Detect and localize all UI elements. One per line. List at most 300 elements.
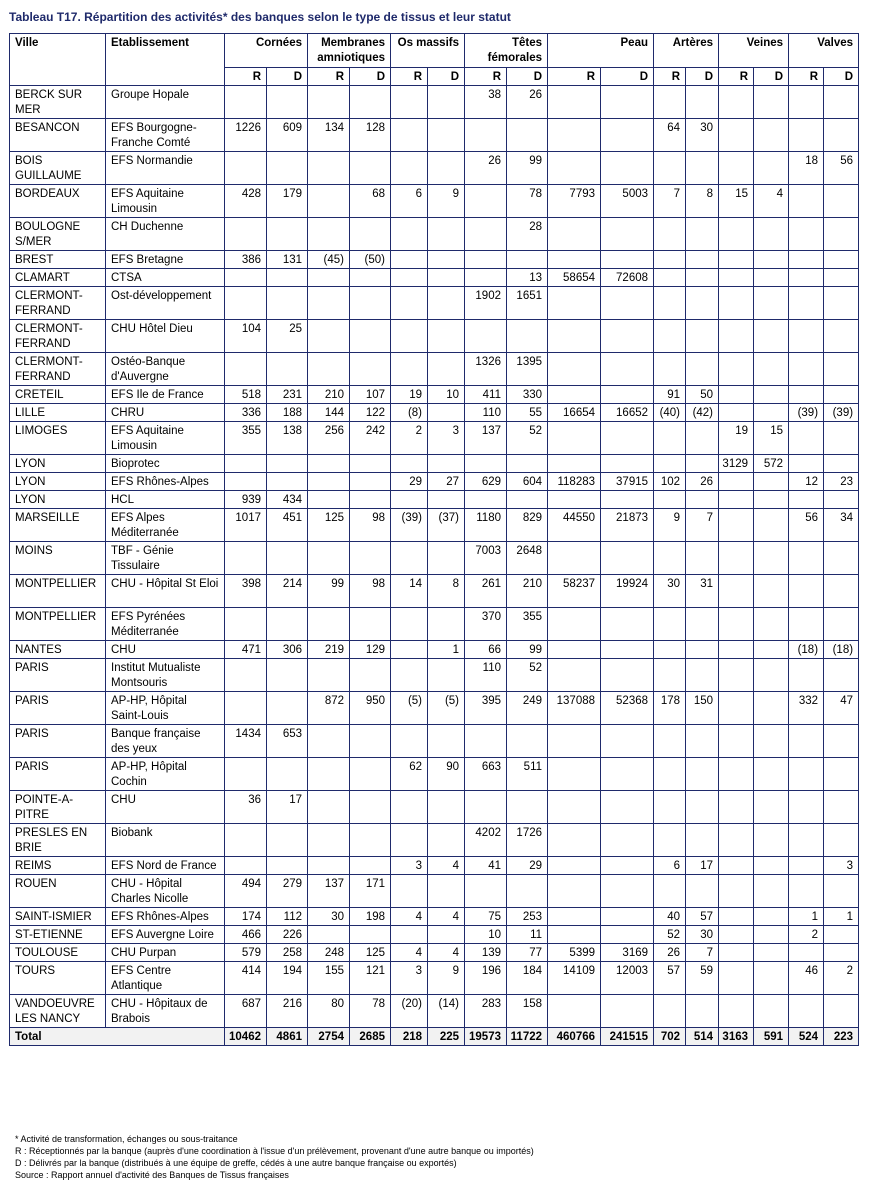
cell-value	[719, 119, 754, 152]
cell-etablissement: EFS Normandie	[106, 152, 225, 185]
cell-value: 283	[465, 995, 507, 1028]
cell-value: 572	[754, 455, 789, 473]
table-row	[10, 962, 859, 995]
cell-value	[824, 251, 859, 269]
cell-value	[391, 791, 428, 824]
cell-value	[686, 287, 719, 320]
cell-value	[548, 353, 601, 386]
cell-value: 12	[789, 473, 824, 491]
cell-value: 15	[719, 185, 754, 218]
table-row	[10, 404, 859, 422]
cell-value	[465, 725, 507, 758]
cell-value	[824, 758, 859, 791]
cell-value	[824, 995, 859, 1028]
cell-value: 17	[267, 791, 308, 824]
cell-value: 7793	[548, 185, 601, 218]
cell-value: 26	[465, 152, 507, 185]
cell-value: 72608	[601, 269, 654, 287]
cell-value	[719, 908, 754, 926]
cell-value	[824, 185, 859, 218]
footnote-r-definition: R : Réceptionnés par la banque (auprès d'une coordination à l'issue d'un prélèvement, provenant d'une autre banque ou importés)	[15, 1146, 534, 1156]
cell-value: 210	[308, 386, 350, 404]
cell-value: 579	[225, 944, 267, 962]
total-value: 2754	[308, 1028, 350, 1046]
cell-value	[350, 287, 391, 320]
cell-value	[719, 491, 754, 509]
cell-value	[601, 758, 654, 791]
cell-value: 386	[225, 251, 267, 269]
cell-value: 174	[225, 908, 267, 926]
cell-value	[719, 926, 754, 944]
column-group-veines: Veines	[719, 34, 789, 68]
table-row	[10, 86, 859, 119]
cell-value: 6	[654, 857, 686, 875]
cell-value	[789, 455, 824, 473]
cell-value	[465, 269, 507, 287]
cell-value: 12003	[601, 962, 654, 995]
total-label: Total	[10, 1028, 225, 1046]
cell-value: 75	[465, 908, 507, 926]
cell-etablissement: CHU - Hôpital St Eloi	[106, 575, 225, 608]
cell-value	[824, 86, 859, 119]
cell-value	[391, 119, 428, 152]
cell-value	[789, 185, 824, 218]
cell-value	[719, 692, 754, 725]
cell-value: 129	[350, 641, 391, 659]
cell-value	[350, 926, 391, 944]
cell-ville: BERCK SUR MER	[10, 86, 106, 119]
cell-value: 137	[465, 422, 507, 455]
cell-value	[824, 725, 859, 758]
footnote-activity: * Activité de transformation, échanges ou sous-traitance	[15, 1134, 238, 1144]
cell-value	[654, 758, 686, 791]
cell-value: 518	[225, 386, 267, 404]
cell-ville: REIMS	[10, 857, 106, 875]
cell-value	[507, 725, 548, 758]
cell-value	[789, 995, 824, 1028]
cell-value	[225, 353, 267, 386]
cell-value	[719, 758, 754, 791]
cell-value	[267, 542, 308, 575]
cell-value	[391, 641, 428, 659]
cell-value	[719, 857, 754, 875]
table-row	[10, 218, 859, 251]
cell-value: 37915	[601, 473, 654, 491]
cell-value	[789, 218, 824, 251]
cell-value	[719, 791, 754, 824]
cell-value: 13	[507, 269, 548, 287]
subcolumn-header-r: R	[465, 68, 507, 86]
cell-value	[654, 269, 686, 287]
cell-value	[225, 86, 267, 119]
cell-value: 36	[225, 791, 267, 824]
cell-value	[686, 218, 719, 251]
cell-value	[350, 218, 391, 251]
cell-value	[654, 995, 686, 1028]
cell-value: 511	[507, 758, 548, 791]
subcolumn-header-d: D	[601, 68, 654, 86]
cell-value	[548, 824, 601, 857]
cell-value: 663	[465, 758, 507, 791]
subcolumn-header-d: D	[824, 68, 859, 86]
cell-etablissement: EFS Aquitaine Limousin	[106, 422, 225, 455]
cell-value: 428	[225, 185, 267, 218]
cell-value	[548, 659, 601, 692]
cell-value: 15	[754, 422, 789, 455]
cell-value: 66	[465, 641, 507, 659]
cell-value	[754, 692, 789, 725]
cell-value: 52	[507, 422, 548, 455]
cell-value: 58654	[548, 269, 601, 287]
cell-value: 121	[350, 962, 391, 995]
cell-value: 99	[507, 641, 548, 659]
table-title: Tableau T17. Répartition des activités* des banques selon le type de tissus et leur statut	[9, 10, 511, 24]
cell-value	[719, 944, 754, 962]
cell-value	[225, 857, 267, 875]
cell-value: 25	[267, 320, 308, 353]
cell-value	[308, 758, 350, 791]
cell-value	[754, 404, 789, 422]
subcolumn-header-r: R	[789, 68, 824, 86]
cell-value	[686, 542, 719, 575]
table-row	[10, 287, 859, 320]
cell-value: 9	[428, 185, 465, 218]
subcolumn-header-d: D	[754, 68, 789, 86]
cell-value	[789, 575, 824, 608]
cell-value: 17	[686, 857, 719, 875]
cell-ville: BORDEAUX	[10, 185, 106, 218]
cell-value	[548, 875, 601, 908]
cell-value: 306	[267, 641, 308, 659]
cell-value	[350, 791, 391, 824]
cell-value	[225, 455, 267, 473]
cell-value	[428, 269, 465, 287]
cell-value	[391, 875, 428, 908]
cell-value	[428, 119, 465, 152]
cell-value: (14)	[428, 995, 465, 1028]
cell-ville: BESANCON	[10, 119, 106, 152]
cell-value	[308, 659, 350, 692]
cell-value: 184	[507, 962, 548, 995]
cell-value	[824, 119, 859, 152]
table-row	[10, 473, 859, 491]
cell-value	[507, 119, 548, 152]
cell-value	[391, 491, 428, 509]
cell-value	[308, 353, 350, 386]
cell-value	[789, 386, 824, 404]
cell-value	[308, 608, 350, 641]
cell-value: 47	[824, 692, 859, 725]
cell-value: 150	[686, 692, 719, 725]
cell-value	[789, 875, 824, 908]
cell-ville: POINTE-A-PITRE	[10, 791, 106, 824]
cell-etablissement: Ost-développement	[106, 287, 225, 320]
cell-value: 99	[507, 152, 548, 185]
cell-value: 90	[428, 758, 465, 791]
table-row	[10, 908, 859, 926]
cell-value	[686, 251, 719, 269]
cell-value	[719, 320, 754, 353]
cell-value: 4	[391, 944, 428, 962]
cell-value: 2648	[507, 542, 548, 575]
cell-value: 91	[654, 386, 686, 404]
cell-value	[654, 875, 686, 908]
cell-value	[391, 287, 428, 320]
footnotes	[15, 1133, 534, 1181]
cell-value	[350, 608, 391, 641]
cell-value: 1226	[225, 119, 267, 152]
cell-value	[754, 509, 789, 542]
cell-value	[719, 608, 754, 641]
cell-value	[754, 119, 789, 152]
cell-value: 125	[350, 944, 391, 962]
cell-value	[824, 659, 859, 692]
cell-value: 188	[267, 404, 308, 422]
cell-value	[428, 287, 465, 320]
cell-value	[686, 320, 719, 353]
cell-value	[391, 218, 428, 251]
cell-ville: PRESLES EN BRIE	[10, 824, 106, 857]
cell-value: 110	[465, 404, 507, 422]
cell-value	[465, 251, 507, 269]
table-row	[10, 386, 859, 404]
cell-value: 64	[654, 119, 686, 152]
cell-value: 4	[428, 857, 465, 875]
cell-value: 471	[225, 641, 267, 659]
cell-value: 872	[308, 692, 350, 725]
cell-value: 178	[654, 692, 686, 725]
cell-value	[824, 353, 859, 386]
cell-value	[391, 86, 428, 119]
cell-value	[308, 185, 350, 218]
cell-value	[719, 353, 754, 386]
cell-value	[350, 455, 391, 473]
cell-value: 451	[267, 509, 308, 542]
cell-value: 231	[267, 386, 308, 404]
cell-value	[391, 824, 428, 857]
cell-value	[428, 152, 465, 185]
cell-value	[754, 791, 789, 824]
total-value: 4861	[267, 1028, 308, 1046]
cell-value	[824, 824, 859, 857]
cell-value	[308, 926, 350, 944]
cell-value	[686, 422, 719, 455]
cell-value	[824, 491, 859, 509]
cell-value	[391, 251, 428, 269]
table-row	[10, 542, 859, 575]
cell-value: 7003	[465, 542, 507, 575]
cell-value	[308, 287, 350, 320]
cell-value	[225, 758, 267, 791]
cell-value	[428, 404, 465, 422]
cell-value	[719, 962, 754, 995]
cell-value	[789, 119, 824, 152]
cell-value	[548, 908, 601, 926]
cell-value: 30	[308, 908, 350, 926]
cell-value: 7	[686, 509, 719, 542]
cell-value	[308, 152, 350, 185]
cell-value	[754, 353, 789, 386]
cell-value	[686, 641, 719, 659]
cell-ville: CLERMONT-FERRAND	[10, 320, 106, 353]
cell-value	[754, 995, 789, 1028]
cell-value: 829	[507, 509, 548, 542]
cell-ville: LILLE	[10, 404, 106, 422]
cell-value: 23	[824, 473, 859, 491]
cell-value: 1	[789, 908, 824, 926]
cell-value	[601, 152, 654, 185]
cell-value: 80	[308, 995, 350, 1028]
cell-value	[754, 824, 789, 857]
cell-value: (39)	[824, 404, 859, 422]
cell-value	[654, 641, 686, 659]
cell-value	[754, 386, 789, 404]
cell-value	[308, 473, 350, 491]
cell-value: 26	[507, 86, 548, 119]
cell-value	[789, 320, 824, 353]
cell-value	[548, 86, 601, 119]
cell-value	[824, 944, 859, 962]
cell-value: 30	[686, 926, 719, 944]
cell-value: 332	[789, 692, 824, 725]
cell-value	[267, 353, 308, 386]
cell-value: 198	[350, 908, 391, 926]
cell-value	[428, 791, 465, 824]
cell-etablissement: CHU	[106, 641, 225, 659]
total-value: 10462	[225, 1028, 267, 1046]
cell-value: 1902	[465, 287, 507, 320]
cell-value: (18)	[789, 641, 824, 659]
cell-value	[465, 455, 507, 473]
cell-value	[465, 491, 507, 509]
cell-value	[789, 491, 824, 509]
cell-ville: MOINS	[10, 542, 106, 575]
cell-value	[824, 287, 859, 320]
cell-ville: TOULOUSE	[10, 944, 106, 962]
table-row	[10, 320, 859, 353]
cell-value	[719, 995, 754, 1028]
cell-value	[267, 824, 308, 857]
cell-etablissement: CTSA	[106, 269, 225, 287]
cell-value	[391, 542, 428, 575]
subcolumn-header-d: D	[686, 68, 719, 86]
cell-etablissement: Banque française des yeux	[106, 725, 225, 758]
cell-value	[654, 251, 686, 269]
cell-value	[267, 86, 308, 119]
cell-value: 118283	[548, 473, 601, 491]
cell-value: 370	[465, 608, 507, 641]
cell-value	[507, 791, 548, 824]
cell-value	[789, 725, 824, 758]
cell-value	[548, 251, 601, 269]
table-row	[10, 692, 859, 725]
cell-value	[601, 251, 654, 269]
cell-value	[719, 575, 754, 608]
cell-value: 110	[465, 659, 507, 692]
cell-value: 179	[267, 185, 308, 218]
cell-value: 1651	[507, 287, 548, 320]
subcolumn-header-r: R	[548, 68, 601, 86]
cell-value	[601, 86, 654, 119]
cell-value	[719, 218, 754, 251]
cell-value: 128	[350, 119, 391, 152]
total-value: 225	[428, 1028, 465, 1046]
cell-value: 58237	[548, 575, 601, 608]
cell-value	[225, 542, 267, 575]
cell-ville: LYON	[10, 455, 106, 473]
cell-value	[391, 269, 428, 287]
cell-value	[754, 251, 789, 269]
cell-value: 30	[686, 119, 719, 152]
cell-value: 604	[507, 473, 548, 491]
cell-value: 214	[267, 575, 308, 608]
cell-value	[601, 218, 654, 251]
cell-value	[548, 422, 601, 455]
cell-value: 4	[428, 908, 465, 926]
cell-value: 242	[350, 422, 391, 455]
cell-value	[267, 269, 308, 287]
cell-value: 34	[824, 509, 859, 542]
cell-etablissement: Biobank	[106, 824, 225, 857]
cell-value: 138	[267, 422, 308, 455]
cell-value	[754, 491, 789, 509]
cell-value	[686, 269, 719, 287]
cell-value: 653	[267, 725, 308, 758]
cell-value: 256	[308, 422, 350, 455]
column-group-arteres: Artères	[654, 34, 719, 68]
cell-value	[601, 386, 654, 404]
subcolumn-header-d: D	[507, 68, 548, 86]
cell-value	[308, 791, 350, 824]
cell-ville: LYON	[10, 473, 106, 491]
cell-ville: MONTPELLIER	[10, 575, 106, 608]
cell-value	[507, 491, 548, 509]
subcolumn-header-r: R	[719, 68, 754, 86]
cell-value	[428, 218, 465, 251]
cell-value: 258	[267, 944, 308, 962]
cell-value: (20)	[391, 995, 428, 1028]
cell-value	[507, 455, 548, 473]
cell-value	[686, 758, 719, 791]
total-value: 702	[654, 1028, 686, 1046]
cell-value	[350, 659, 391, 692]
cell-value: 950	[350, 692, 391, 725]
cell-value	[824, 386, 859, 404]
cell-value	[824, 608, 859, 641]
cell-value: (39)	[391, 509, 428, 542]
cell-ville: TOURS	[10, 962, 106, 995]
cell-value: 62	[391, 758, 428, 791]
cell-value: 7	[654, 185, 686, 218]
cell-ville: CLAMART	[10, 269, 106, 287]
cell-value	[754, 875, 789, 908]
column-group-valves: Valves	[789, 34, 859, 68]
cell-value	[308, 320, 350, 353]
subcolumn-header-r: R	[654, 68, 686, 86]
cell-etablissement: AP-HP, Hôpital Cochin	[106, 758, 225, 791]
cell-value	[548, 641, 601, 659]
cell-value: 98	[350, 509, 391, 542]
cell-value	[654, 725, 686, 758]
cell-value: 19	[391, 386, 428, 404]
cell-value	[428, 542, 465, 575]
cell-value	[225, 692, 267, 725]
cell-value: 52368	[601, 692, 654, 725]
cell-value	[654, 659, 686, 692]
cell-value: 196	[465, 962, 507, 995]
cell-value: 5003	[601, 185, 654, 218]
cell-value	[754, 908, 789, 926]
